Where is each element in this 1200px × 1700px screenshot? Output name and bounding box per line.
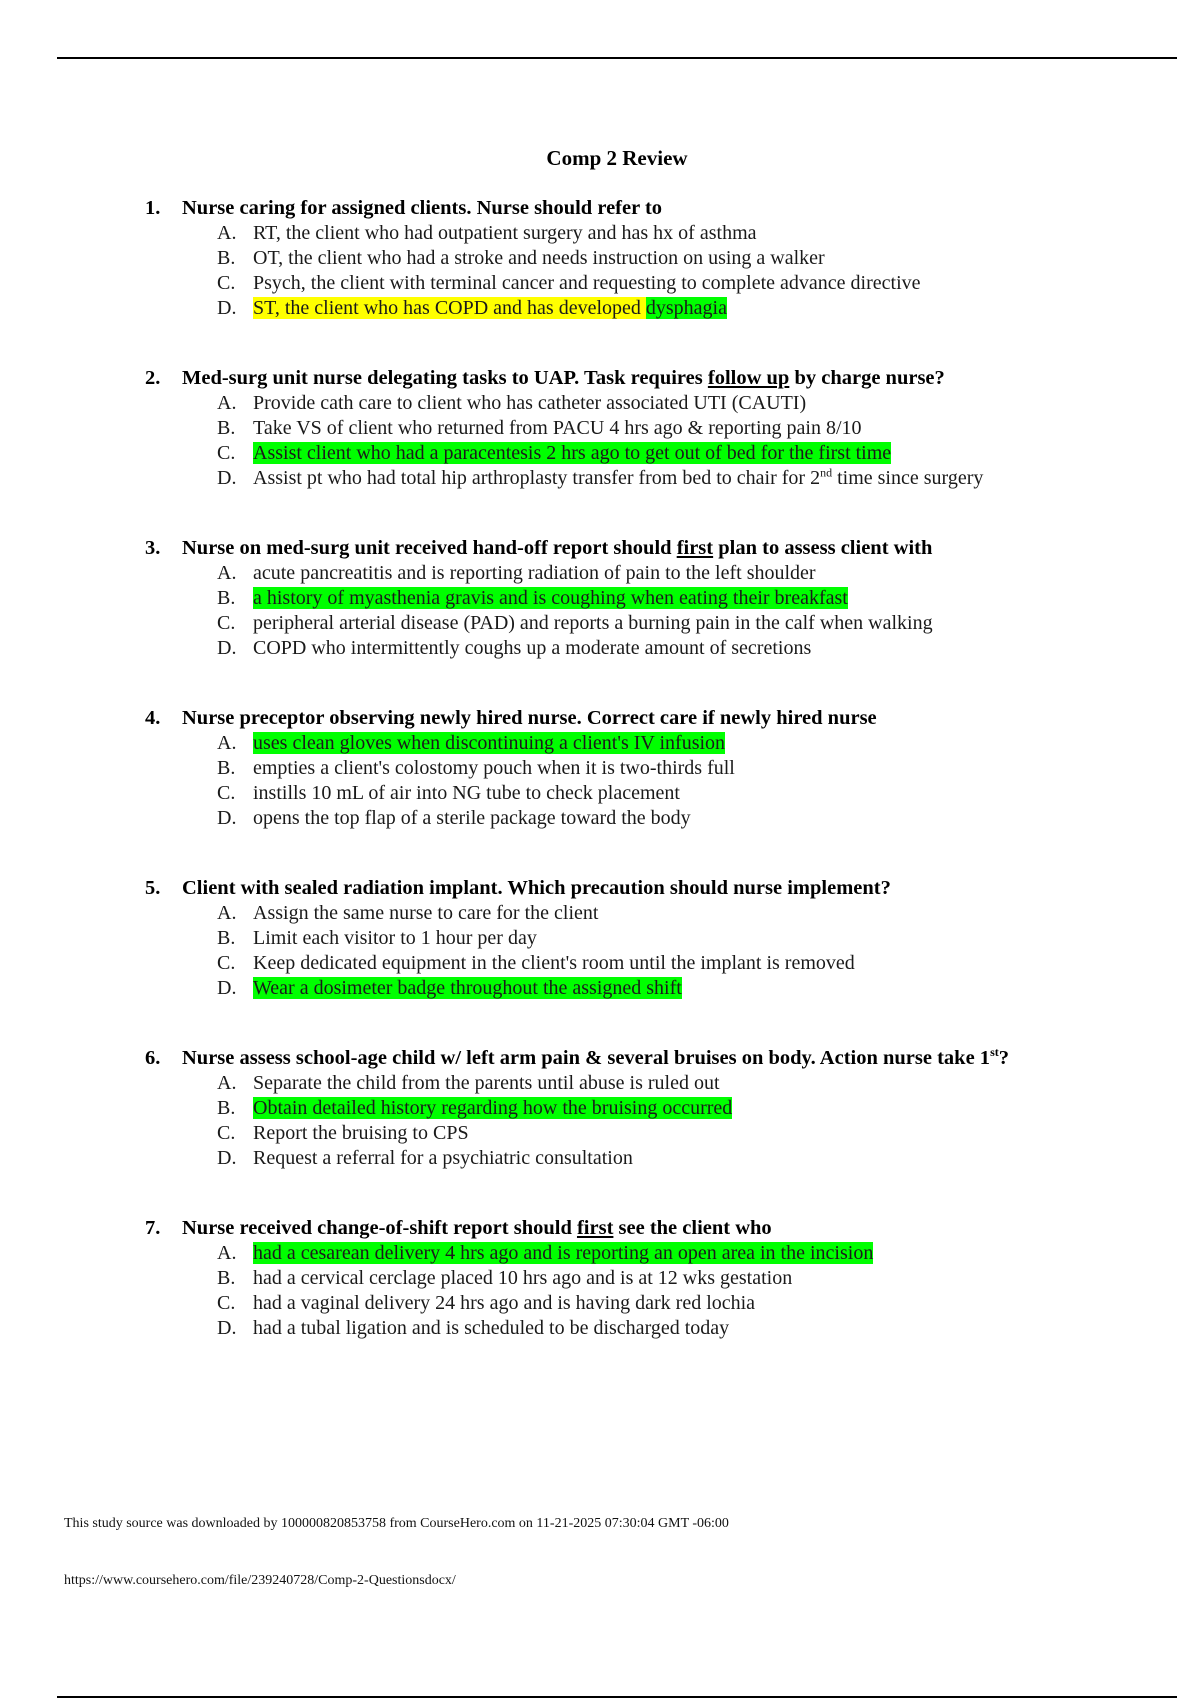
option-text-end: time since surgery — [832, 467, 984, 489]
question-number: 4. — [145, 707, 161, 729]
option-letter: C. — [217, 782, 236, 804]
answer-option-d — [217, 976, 1145, 1001]
answer-option-a — [217, 1241, 1145, 1266]
answer-option-b — [217, 416, 1145, 441]
answer-option-b — [217, 756, 1145, 781]
question-text-end: plan to assess client with — [713, 537, 933, 559]
answer-option-a — [217, 561, 1145, 586]
option-letter: D. — [217, 1317, 237, 1339]
question-text: Nurse assess school-age child w/ left arm pain & several bruises on body. Action nurse take 1 — [182, 1047, 991, 1069]
answer-options — [145, 391, 1145, 491]
underlined-keyword: first — [576, 1217, 614, 1239]
question-text-end: by charge nurse? — [789, 367, 945, 389]
option-letter: B. — [217, 417, 236, 439]
option-text: had a tubal ligation and is scheduled to be discharged today — [253, 1317, 730, 1339]
highlighted-answer: Wear a dosimeter badge throughout the assigned shift — [253, 977, 682, 999]
highlighted-answer-yellow: ST, the client who has COPD and has developed — [253, 297, 646, 319]
question-2 — [145, 366, 1145, 491]
option-letter: C. — [217, 952, 236, 974]
question-5 — [145, 876, 1145, 1001]
download-source-notice: This study source was downloaded by 100000820853758 from CourseHero.com on 11-21-2025 07:30:04 GMT -06:00 — [64, 1516, 729, 1531]
header-rule — [57, 57, 1177, 59]
option-text: instills 10 mL of air into NG tube to check placement — [253, 782, 680, 804]
option-letter: D. — [217, 977, 237, 999]
option-letter: C. — [217, 1122, 236, 1144]
question-number: 2. — [145, 367, 161, 389]
option-letter: B. — [217, 247, 236, 269]
answer-option-d — [217, 1146, 1145, 1171]
option-letter: B. — [217, 1267, 236, 1289]
question-number: 5. — [145, 877, 161, 899]
question-text: Nurse on med-surg unit received hand-off report should — [182, 537, 677, 559]
option-text: Request a referral for a psychiatric consultation — [253, 1147, 633, 1169]
option-text: Take VS of client who returned from PACU 4 hrs ago & reporting pain 8/10 — [253, 417, 862, 439]
highlighted-answer: a history of myasthenia gravis and is coughing when eating their breakfast — [253, 587, 848, 609]
answer-options — [145, 901, 1145, 1001]
answer-options — [145, 1071, 1145, 1171]
question-text: Med-surg unit nurse delegating tasks to UAP. Task requires — [182, 367, 708, 389]
highlighted-answer: uses clean gloves when discontinuing a client's IV infusion — [253, 732, 726, 754]
ordinal-suffix: nd — [820, 465, 833, 480]
option-text: acute pancreatitis and is reporting radiation of pain to the left shoulder — [253, 562, 816, 584]
question-4 — [145, 706, 1145, 831]
option-letter: C. — [217, 272, 236, 294]
option-letter: D. — [217, 807, 237, 829]
option-text: had a cervical cerclage placed 10 hrs ago and is at 12 wks gestation — [253, 1267, 793, 1289]
option-letter: B. — [217, 1097, 236, 1119]
answer-option-a — [217, 221, 1145, 246]
question-stem — [145, 536, 1145, 561]
option-text: Assist pt who had total hip arthroplasty transfer from bed to chair for 2 — [253, 467, 821, 489]
answer-option-c — [217, 271, 1145, 296]
option-text: peripheral arterial disease (PAD) and reports a burning pain in the calf when walking — [253, 612, 933, 634]
option-letter: C. — [217, 612, 236, 634]
question-number: 6. — [145, 1047, 161, 1069]
option-letter: D. — [217, 467, 237, 489]
option-letter: A. — [217, 222, 237, 244]
question-text: Nurse preceptor observing newly hired nurse. Correct care if newly hired nurse — [182, 707, 877, 729]
question-text: Nurse received change-of-shift report should — [182, 1217, 577, 1239]
answer-option-c — [217, 441, 1145, 466]
answer-option-a — [217, 731, 1145, 756]
question-number: 1. — [145, 197, 161, 219]
answer-option-b — [217, 926, 1145, 951]
answer-option-d — [217, 806, 1145, 831]
answer-option-d — [217, 636, 1145, 661]
option-letter: A. — [217, 392, 237, 414]
option-letter: A. — [217, 732, 237, 754]
answer-option-d — [217, 296, 1145, 321]
question-stem — [145, 1046, 1145, 1071]
question-stem — [145, 876, 1145, 901]
footer-rule — [57, 1696, 1177, 1698]
question-1 — [145, 196, 1145, 321]
answer-option-c — [217, 951, 1145, 976]
option-text: OT, the client who had a stroke and needs instruction on using a walker — [253, 247, 825, 269]
answer-options — [145, 731, 1145, 831]
answer-option-b — [217, 586, 1145, 611]
option-text: Report the bruising to CPS — [253, 1122, 469, 1144]
answer-option-a — [217, 391, 1145, 416]
ordinal-suffix: st — [990, 1045, 999, 1060]
option-text: RT, the client who had outpatient surgery and has hx of asthma — [253, 222, 757, 244]
question-text-end: ? — [998, 1047, 1009, 1069]
option-letter: A. — [217, 1242, 237, 1264]
option-letter: B. — [217, 757, 236, 779]
question-3 — [145, 536, 1145, 661]
option-text: Assign the same nurse to care for the client — [253, 902, 599, 924]
option-text: opens the top flap of a sterile package toward the body — [253, 807, 691, 829]
option-letter: C. — [217, 1292, 236, 1314]
option-letter: B. — [217, 927, 236, 949]
question-6 — [145, 1046, 1145, 1171]
answer-option-c — [217, 1291, 1145, 1316]
answer-option-c — [217, 1121, 1145, 1146]
option-text: Separate the child from the parents until abuse is ruled out — [253, 1072, 720, 1094]
highlighted-answer-green: dysphagia — [645, 297, 727, 319]
option-letter: C. — [217, 442, 236, 464]
option-letter: D. — [217, 1147, 237, 1169]
answer-option-d — [217, 466, 1145, 491]
question-text: Client with sealed radiation implant. Which precaution should nurse implement? — [182, 877, 891, 899]
answer-option-d — [217, 1316, 1145, 1341]
question-stem — [145, 366, 1145, 391]
answer-option-b — [217, 1266, 1145, 1291]
option-text: Limit each visitor to 1 hour per day — [253, 927, 537, 949]
option-letter: D. — [217, 297, 237, 319]
highlighted-answer: had a cesarean delivery 4 hrs ago and is reporting an open area in the incision — [253, 1242, 874, 1264]
answer-option-c — [217, 781, 1145, 806]
question-number: 7. — [145, 1217, 161, 1239]
option-text: empties a client's colostomy pouch when it is two-thirds full — [253, 757, 735, 779]
underlined-keyword: first — [676, 537, 714, 559]
option-letter: A. — [217, 902, 237, 924]
question-stem — [145, 1216, 1145, 1241]
answer-option-a — [217, 1071, 1145, 1096]
option-letter: A. — [217, 1072, 237, 1094]
answer-options — [145, 561, 1145, 661]
option-letter: A. — [217, 562, 237, 584]
highlighted-answer: Assist client who had a paracentesis 2 hrs ago to get out of bed for the first time — [253, 442, 892, 464]
question-text: Nurse caring for assigned clients. Nurse should refer to — [182, 197, 663, 219]
question-number: 3. — [145, 537, 161, 559]
answer-options — [145, 221, 1145, 321]
question-stem — [145, 706, 1145, 731]
question-list — [145, 196, 1145, 1341]
highlighted-answer: Obtain detailed history regarding how the bruising occurred — [253, 1097, 733, 1119]
answer-option-c — [217, 611, 1145, 636]
source-url-link[interactable]: https://www.coursehero.com/file/239240728/Comp-2-Questionsdocx/ — [64, 1573, 456, 1588]
question-7 — [145, 1216, 1145, 1341]
underlined-keyword: follow up — [707, 367, 790, 389]
answer-option-b — [217, 246, 1145, 271]
option-text: Provide cath care to client who has catheter associated UTI (CAUTI) — [253, 392, 807, 414]
answer-options — [145, 1241, 1145, 1341]
question-stem — [145, 196, 1145, 221]
option-text: COPD who intermittently coughs up a moderate amount of secretions — [253, 637, 812, 659]
answer-option-b — [217, 1096, 1145, 1121]
option-text: Keep dedicated equipment in the client's room until the implant is removed — [253, 952, 855, 974]
option-text: had a vaginal delivery 24 hrs ago and is having dark red lochia — [253, 1292, 756, 1314]
option-text: Psych, the client with terminal cancer and requesting to complete advance directive — [253, 272, 921, 294]
answer-option-a — [217, 901, 1145, 926]
question-text-end: see the client who — [613, 1217, 772, 1239]
option-letter: D. — [217, 637, 237, 659]
document-title: Comp 2 Review — [546, 146, 688, 170]
option-letter: B. — [217, 587, 236, 609]
